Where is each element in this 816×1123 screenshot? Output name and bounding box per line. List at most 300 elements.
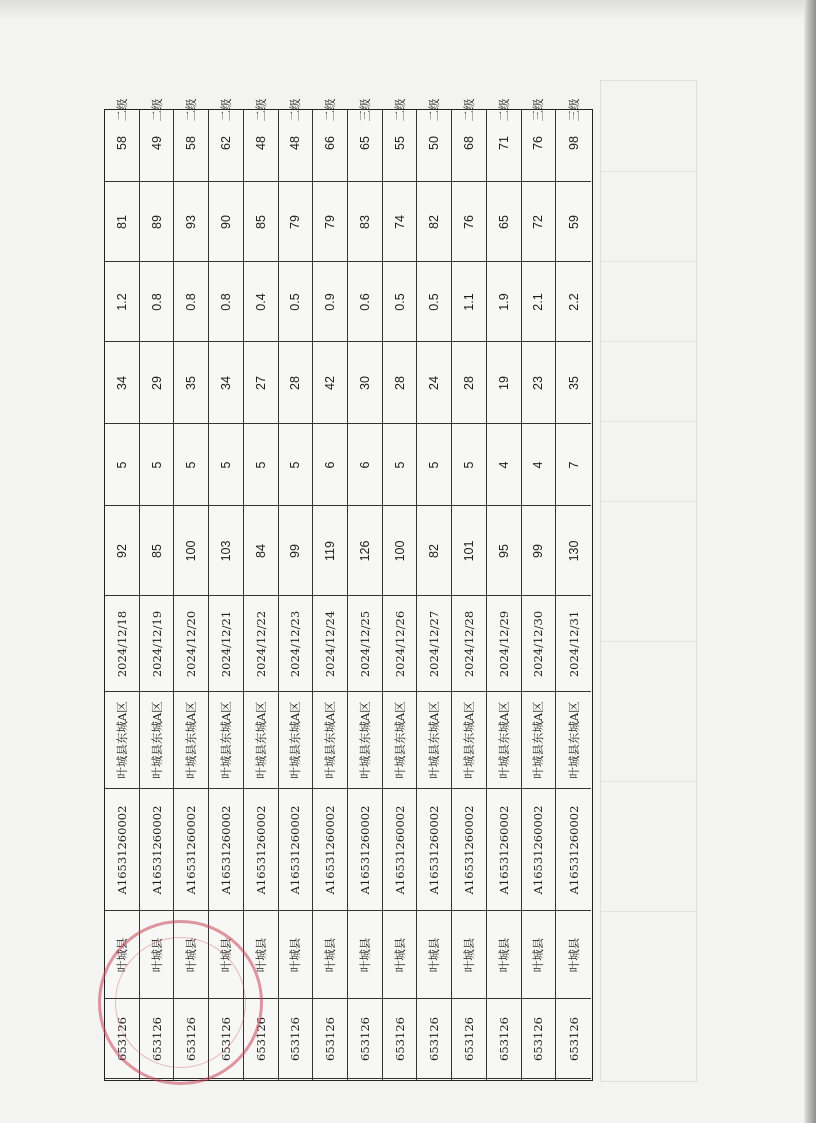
station-code-cell bbox=[313, 789, 347, 911]
aqi-cell bbox=[209, 506, 243, 596]
co-cell bbox=[556, 262, 591, 342]
station-name-cell bbox=[279, 692, 313, 789]
cell-text: 28 bbox=[392, 375, 407, 390]
co-cell bbox=[522, 262, 556, 342]
table-row bbox=[522, 98, 557, 1080]
co-cell bbox=[487, 262, 521, 342]
cell-text: 84 bbox=[253, 543, 268, 558]
cell-text: 5 bbox=[288, 461, 303, 468]
station-code-cell bbox=[417, 789, 451, 911]
cell-text: 4 bbox=[531, 461, 546, 468]
cell-text: 59 bbox=[566, 214, 581, 229]
aqi-cell bbox=[105, 506, 139, 596]
cell-text: 叶城县东城A区 bbox=[531, 701, 546, 779]
aqi-cell bbox=[417, 506, 451, 596]
cell-text: 2.1 bbox=[531, 292, 546, 311]
date-cell bbox=[487, 596, 521, 692]
station-name-cell bbox=[209, 692, 243, 789]
county-cell bbox=[522, 911, 556, 999]
cell-text: 二级 bbox=[288, 98, 303, 122]
cell-text: 二级 bbox=[149, 98, 164, 122]
date-cell bbox=[140, 596, 174, 692]
so2-cell bbox=[452, 424, 486, 506]
cell-text: 叶城县东城A区 bbox=[114, 701, 129, 779]
station-code-cell bbox=[140, 789, 174, 911]
cell-text: 42 bbox=[323, 375, 338, 390]
cell-text: 叶城县东城A区 bbox=[427, 701, 442, 779]
cell-text: 叶城县东城A区 bbox=[253, 701, 268, 779]
date-cell bbox=[522, 596, 556, 692]
cell-text: 119 bbox=[323, 540, 338, 561]
cell-text: 2.2 bbox=[566, 292, 581, 311]
so2-cell bbox=[556, 424, 591, 506]
station-name-cell bbox=[487, 692, 521, 789]
cell-text: 叶城县东城A区 bbox=[357, 701, 372, 779]
aqi-cell bbox=[348, 506, 382, 596]
station-code-cell bbox=[556, 789, 591, 911]
cell-text: 72 bbox=[531, 214, 546, 229]
cell-text: 二级 bbox=[218, 98, 233, 122]
cell-text: 58 bbox=[114, 135, 129, 150]
no2-cell bbox=[279, 342, 313, 424]
o3-cell bbox=[244, 182, 278, 262]
no2-cell bbox=[140, 342, 174, 424]
cell-text: 叶城县东城A区 bbox=[288, 701, 303, 779]
region-code-cell bbox=[452, 999, 486, 1079]
table-row bbox=[452, 98, 487, 1080]
cell-text: 34 bbox=[114, 375, 129, 390]
cell-text: 5 bbox=[218, 461, 233, 468]
cell-text: 二级 bbox=[184, 98, 199, 122]
cell-text: 叶城县 bbox=[566, 937, 581, 972]
date-cell bbox=[383, 596, 417, 692]
cell-text: 叶城县东城A区 bbox=[392, 701, 407, 779]
cell-text: A16531260002 bbox=[218, 805, 233, 894]
scan-page-edge bbox=[804, 0, 816, 1123]
cell-text: 0.8 bbox=[149, 292, 164, 311]
table-row bbox=[348, 98, 383, 1080]
county-cell bbox=[348, 911, 382, 999]
date-cell bbox=[174, 596, 208, 692]
cell-text: 2024/12/29 bbox=[496, 610, 511, 677]
cell-text: 叶城县东城A区 bbox=[566, 701, 581, 779]
cell-text: 7 bbox=[566, 461, 581, 468]
aqi-cell bbox=[383, 506, 417, 596]
so2-cell bbox=[487, 424, 521, 506]
region-code-cell bbox=[279, 999, 313, 1079]
cell-text: 2024/12/26 bbox=[392, 610, 407, 677]
o3-cell bbox=[556, 182, 591, 262]
no2-cell bbox=[313, 342, 347, 424]
cell-text: 叶城县 bbox=[461, 937, 476, 972]
o3-cell bbox=[383, 182, 417, 262]
station-name-cell bbox=[383, 692, 417, 789]
aqi-cell bbox=[313, 506, 347, 596]
o3-cell bbox=[279, 182, 313, 262]
cell-text: 二级 bbox=[392, 98, 407, 122]
cell-text: 叶城县 bbox=[357, 937, 372, 972]
cell-text: A16531260002 bbox=[357, 805, 372, 894]
cell-text: 28 bbox=[461, 375, 476, 390]
cell-text: 98 bbox=[566, 135, 581, 150]
cell-text: 4 bbox=[496, 461, 511, 468]
cell-text: 叶城县 bbox=[288, 937, 303, 972]
station-name-cell bbox=[140, 692, 174, 789]
cell-text: 叶城县东城A区 bbox=[461, 701, 476, 779]
aqi-cell bbox=[487, 506, 521, 596]
cell-text: 2024/12/25 bbox=[357, 610, 372, 677]
cell-text: 85 bbox=[253, 214, 268, 229]
no2-cell bbox=[522, 342, 556, 424]
cell-text: 83 bbox=[357, 214, 372, 229]
table-row bbox=[244, 98, 279, 1080]
cell-text: 2024/12/21 bbox=[218, 610, 233, 677]
station-code-cell bbox=[452, 789, 486, 911]
cell-text: 0.4 bbox=[253, 292, 268, 311]
cell-text: 二级 bbox=[427, 98, 442, 122]
co-cell bbox=[174, 262, 208, 342]
cell-text: 30 bbox=[357, 375, 372, 390]
cell-text: 100 bbox=[392, 540, 407, 561]
cell-text: 85 bbox=[149, 543, 164, 558]
cell-text: 95 bbox=[496, 543, 511, 558]
cell-text: A16531260002 bbox=[288, 805, 303, 894]
co-cell bbox=[209, 262, 243, 342]
cell-text: 65 bbox=[357, 135, 372, 150]
so2-cell bbox=[522, 424, 556, 506]
cell-text: 82 bbox=[427, 214, 442, 229]
no2-cell bbox=[452, 342, 486, 424]
cell-text: 二级 bbox=[323, 98, 338, 122]
cell-text: 19 bbox=[496, 375, 511, 390]
so2-cell bbox=[174, 424, 208, 506]
cell-text: 三级 bbox=[566, 98, 581, 122]
cell-text: 126 bbox=[357, 540, 372, 561]
cell-text: 48 bbox=[253, 135, 268, 150]
table-row bbox=[487, 98, 522, 1080]
co-cell bbox=[105, 262, 139, 342]
no2-cell bbox=[383, 342, 417, 424]
cell-text: 34 bbox=[218, 375, 233, 390]
station-code-cell bbox=[279, 789, 313, 911]
so2-cell bbox=[209, 424, 243, 506]
county-cell bbox=[279, 911, 313, 999]
cell-text: 2024/12/31 bbox=[566, 610, 581, 677]
cell-text: 叶城县 bbox=[184, 937, 199, 972]
county-cell bbox=[556, 911, 591, 999]
cell-text: 叶城县 bbox=[323, 937, 338, 972]
county-cell bbox=[313, 911, 347, 999]
cell-text: 93 bbox=[184, 214, 199, 229]
co-cell bbox=[383, 262, 417, 342]
station-name-cell bbox=[348, 692, 382, 789]
date-cell bbox=[417, 596, 451, 692]
station-code-cell bbox=[209, 789, 243, 911]
cell-text: 68 bbox=[461, 135, 476, 150]
station-name-cell bbox=[174, 692, 208, 789]
cell-text: 62 bbox=[218, 135, 233, 150]
cell-text: 0.5 bbox=[392, 292, 407, 311]
cell-text: 653126 bbox=[357, 1016, 372, 1061]
cell-text: 90 bbox=[218, 214, 233, 229]
cell-text: 2024/12/20 bbox=[184, 610, 199, 677]
station-name-cell bbox=[522, 692, 556, 789]
cell-text: A16531260002 bbox=[114, 805, 129, 894]
cell-text: 0.8 bbox=[184, 292, 199, 311]
cell-text: 1.2 bbox=[114, 292, 129, 311]
cell-text: 5 bbox=[427, 461, 442, 468]
cell-text: 653126 bbox=[496, 1016, 511, 1061]
o3-cell bbox=[417, 182, 451, 262]
no2-cell bbox=[209, 342, 243, 424]
cell-text: 99 bbox=[288, 543, 303, 558]
station-code-cell bbox=[174, 789, 208, 911]
so2-cell bbox=[348, 424, 382, 506]
o3-cell bbox=[209, 182, 243, 262]
o3-cell bbox=[348, 182, 382, 262]
cell-text: 28 bbox=[288, 375, 303, 390]
co-cell bbox=[452, 262, 486, 342]
cell-text: 58 bbox=[184, 135, 199, 150]
o3-cell bbox=[522, 182, 556, 262]
cell-text: A16531260002 bbox=[392, 805, 407, 894]
county-cell bbox=[417, 911, 451, 999]
cell-text: 2024/12/18 bbox=[114, 610, 129, 677]
cell-text: 5 bbox=[392, 461, 407, 468]
no2-cell bbox=[174, 342, 208, 424]
date-cell bbox=[348, 596, 382, 692]
cell-text: 叶城县东城A区 bbox=[496, 701, 511, 779]
so2-cell bbox=[279, 424, 313, 506]
cell-text: 叶城县东城A区 bbox=[323, 701, 338, 779]
cell-text: 叶城县 bbox=[253, 937, 268, 972]
o3-cell bbox=[140, 182, 174, 262]
cell-text: A16531260002 bbox=[427, 805, 442, 894]
station-name-cell bbox=[105, 692, 139, 789]
cell-text: 82 bbox=[427, 543, 442, 558]
cell-text: 79 bbox=[323, 214, 338, 229]
cell-text: 65 bbox=[496, 214, 511, 229]
station-name-cell bbox=[313, 692, 347, 789]
cell-text: 23 bbox=[531, 375, 546, 390]
station-name-cell bbox=[417, 692, 451, 789]
cell-text: 48 bbox=[288, 135, 303, 150]
cell-text: 二级 bbox=[114, 98, 129, 122]
co-cell bbox=[279, 262, 313, 342]
cell-text: 653126 bbox=[427, 1016, 442, 1061]
cell-text: 50 bbox=[427, 135, 442, 150]
scan-top-shadow bbox=[0, 0, 816, 20]
cell-text: 0.9 bbox=[323, 292, 338, 311]
cell-text: A16531260002 bbox=[184, 805, 199, 894]
cell-text: 叶城县 bbox=[392, 937, 407, 972]
so2-cell bbox=[383, 424, 417, 506]
cell-text: A16531260002 bbox=[461, 805, 476, 894]
region-code-cell bbox=[313, 999, 347, 1079]
cell-text: 653126 bbox=[184, 1016, 199, 1061]
cell-text: 653126 bbox=[218, 1016, 233, 1061]
date-cell bbox=[244, 596, 278, 692]
cell-text: 71 bbox=[496, 135, 511, 150]
cell-text: 6 bbox=[323, 461, 338, 468]
station-code-cell bbox=[244, 789, 278, 911]
cell-text: 叶城县 bbox=[531, 937, 546, 972]
cell-text: 103 bbox=[218, 540, 233, 561]
cell-text: 叶城县东城A区 bbox=[218, 701, 233, 779]
date-cell bbox=[556, 596, 591, 692]
cell-text: 叶城县 bbox=[149, 937, 164, 972]
table-row bbox=[279, 98, 314, 1080]
cell-text: 6 bbox=[357, 461, 372, 468]
aqi-cell bbox=[556, 506, 591, 596]
cell-text: 653126 bbox=[114, 1016, 129, 1061]
co-cell bbox=[140, 262, 174, 342]
cell-text: 653126 bbox=[149, 1016, 164, 1061]
no2-cell bbox=[417, 342, 451, 424]
bleed-through-table bbox=[600, 80, 697, 1082]
no2-cell bbox=[487, 342, 521, 424]
date-cell bbox=[313, 596, 347, 692]
o3-cell bbox=[487, 182, 521, 262]
region-code-cell bbox=[348, 999, 382, 1079]
aqi-cell bbox=[244, 506, 278, 596]
co-cell bbox=[348, 262, 382, 342]
cell-text: 叶城县东城A区 bbox=[184, 701, 199, 779]
cell-text: 653126 bbox=[566, 1016, 581, 1061]
cell-text: 5 bbox=[461, 461, 476, 468]
cell-text: 653126 bbox=[392, 1016, 407, 1061]
co-cell bbox=[244, 262, 278, 342]
region-code-cell bbox=[417, 999, 451, 1079]
cell-text: 66 bbox=[323, 135, 338, 150]
cell-text: 24 bbox=[427, 375, 442, 390]
region-code-cell bbox=[556, 999, 591, 1079]
cell-text: A16531260002 bbox=[531, 805, 546, 894]
so2-cell bbox=[244, 424, 278, 506]
cell-text: 35 bbox=[184, 375, 199, 390]
so2-cell bbox=[105, 424, 139, 506]
cell-text: 74 bbox=[392, 214, 407, 229]
cell-text: 2024/12/23 bbox=[288, 610, 303, 677]
cell-text: 5 bbox=[114, 461, 129, 468]
cell-text: 130 bbox=[566, 540, 581, 561]
cell-text: 2024/12/30 bbox=[531, 610, 546, 677]
cell-text: 二级 bbox=[461, 98, 476, 122]
cell-text: 29 bbox=[149, 375, 164, 390]
cell-text: 653126 bbox=[531, 1016, 546, 1061]
cell-text: A16531260002 bbox=[253, 805, 268, 894]
cell-text: 653126 bbox=[323, 1016, 338, 1061]
date-cell bbox=[279, 596, 313, 692]
cell-text: 叶城县 bbox=[114, 937, 129, 972]
date-cell bbox=[452, 596, 486, 692]
table-row bbox=[383, 98, 418, 1080]
aqi-cell bbox=[452, 506, 486, 596]
cell-text: 0.6 bbox=[357, 292, 372, 311]
cell-text: 2024/12/24 bbox=[323, 610, 338, 677]
county-cell bbox=[383, 911, 417, 999]
cell-text: 1.9 bbox=[496, 292, 511, 311]
cell-text: 2024/12/22 bbox=[253, 610, 268, 677]
aqi-cell bbox=[140, 506, 174, 596]
cell-text: 叶城县 bbox=[496, 937, 511, 972]
cell-text: 55 bbox=[392, 135, 407, 150]
cell-text: 三级 bbox=[531, 98, 546, 122]
o3-cell bbox=[105, 182, 139, 262]
cell-text: 0.8 bbox=[218, 292, 233, 311]
so2-cell bbox=[313, 424, 347, 506]
cell-text: 653126 bbox=[461, 1016, 476, 1061]
aqi-cell bbox=[279, 506, 313, 596]
cell-text: A16531260002 bbox=[496, 805, 511, 894]
cell-text: 79 bbox=[288, 214, 303, 229]
county-cell bbox=[487, 911, 521, 999]
cell-text: 653126 bbox=[253, 1016, 268, 1061]
table-row bbox=[417, 98, 452, 1080]
station-name-cell bbox=[244, 692, 278, 789]
station-code-cell bbox=[105, 789, 139, 911]
cell-text: 81 bbox=[114, 214, 129, 229]
region-code-cell bbox=[522, 999, 556, 1079]
station-code-cell bbox=[383, 789, 417, 911]
date-cell bbox=[209, 596, 243, 692]
cell-text: 三级 bbox=[357, 98, 372, 122]
county-cell bbox=[452, 911, 486, 999]
so2-cell bbox=[417, 424, 451, 506]
cell-text: 653126 bbox=[288, 1016, 303, 1061]
cell-text: A16531260002 bbox=[323, 805, 338, 894]
official-seal bbox=[98, 920, 263, 1085]
no2-cell bbox=[556, 342, 591, 424]
cell-text: 2024/12/28 bbox=[461, 610, 476, 677]
region-code-cell bbox=[487, 999, 521, 1079]
cell-text: 35 bbox=[566, 375, 581, 390]
co-cell bbox=[417, 262, 451, 342]
o3-cell bbox=[313, 182, 347, 262]
station-name-cell bbox=[556, 692, 591, 789]
station-code-cell bbox=[348, 789, 382, 911]
cell-text: 2024/12/27 bbox=[427, 610, 442, 677]
cell-text: 5 bbox=[253, 461, 268, 468]
cell-text: 5 bbox=[149, 461, 164, 468]
cell-text: 二级 bbox=[496, 98, 511, 122]
so2-cell bbox=[140, 424, 174, 506]
cell-text: 76 bbox=[461, 214, 476, 229]
cell-text: 叶城县 bbox=[427, 937, 442, 972]
table-row bbox=[556, 98, 591, 1080]
date-cell bbox=[105, 596, 139, 692]
cell-text: A16531260002 bbox=[566, 805, 581, 894]
cell-text: 49 bbox=[149, 135, 164, 150]
station-code-cell bbox=[487, 789, 521, 911]
cell-text: 100 bbox=[184, 540, 199, 561]
station-code-cell bbox=[522, 789, 556, 911]
aqi-cell bbox=[174, 506, 208, 596]
cell-text: 99 bbox=[531, 543, 546, 558]
cell-text: 89 bbox=[149, 214, 164, 229]
table-row bbox=[313, 98, 348, 1080]
co-cell bbox=[313, 262, 347, 342]
cell-text: 27 bbox=[253, 375, 268, 390]
cell-text: 1.1 bbox=[461, 292, 476, 311]
cell-text: A16531260002 bbox=[149, 805, 164, 894]
o3-cell bbox=[452, 182, 486, 262]
no2-cell bbox=[348, 342, 382, 424]
cell-text: 76 bbox=[531, 135, 546, 150]
aqi-cell bbox=[522, 506, 556, 596]
no2-cell bbox=[244, 342, 278, 424]
cell-text: 92 bbox=[114, 543, 129, 558]
